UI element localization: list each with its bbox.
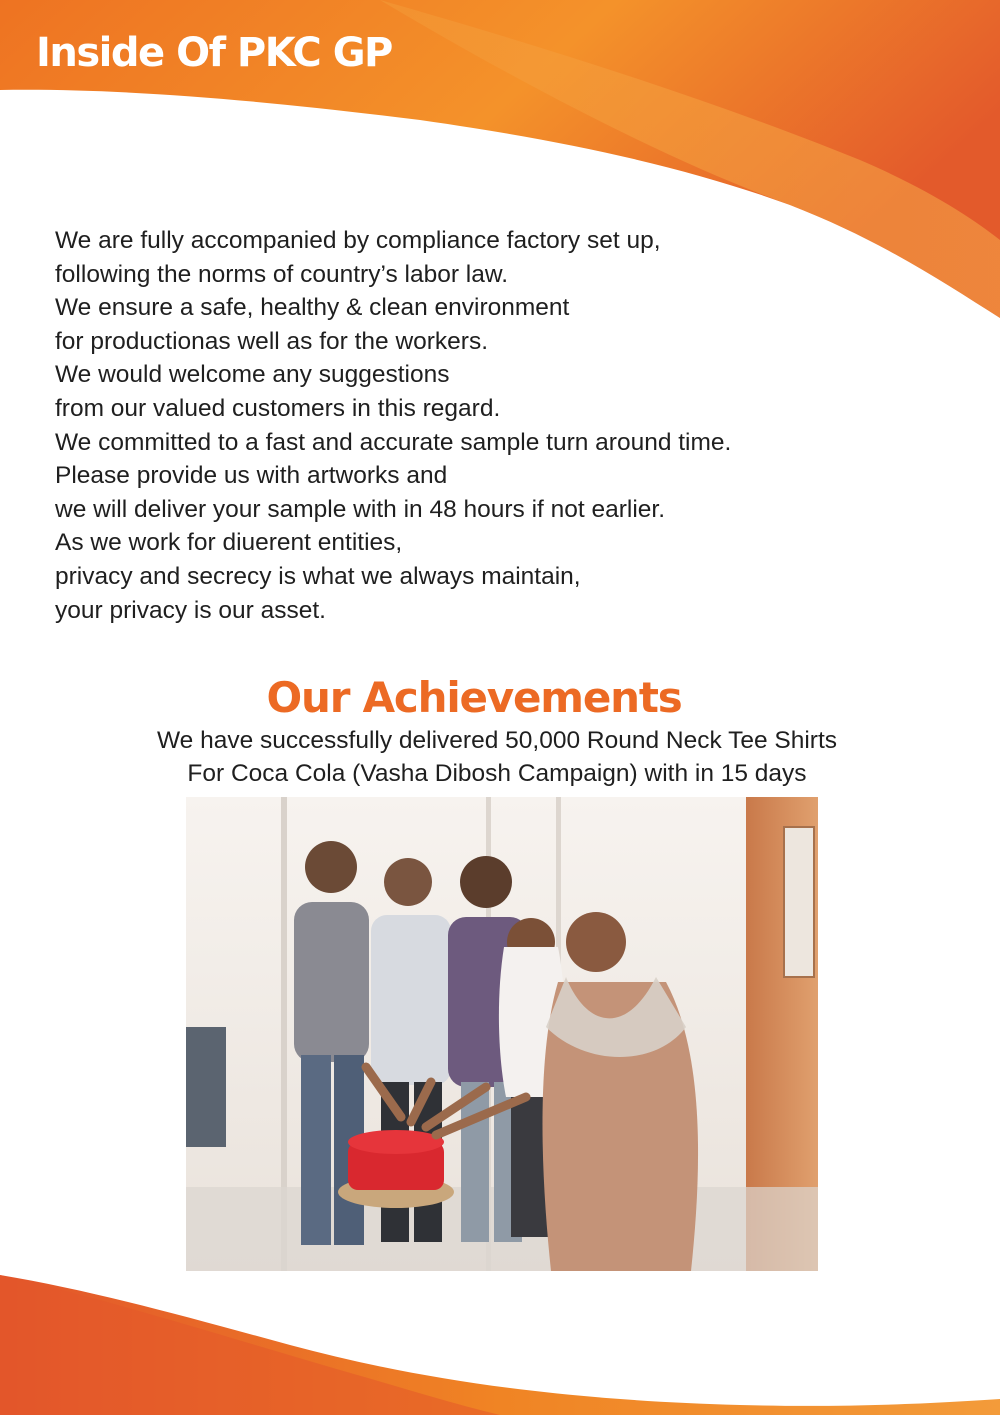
achievement-photo (186, 797, 818, 1271)
footer-wave (0, 1275, 1000, 1415)
intro-line: your privacy is our asset. (55, 596, 326, 624)
achievements-line: We have successfully delivered 50,000 Round Neck Tee Shirts (156, 727, 838, 754)
intro-line: privacy and secrecy is what we always maintain, (55, 562, 581, 590)
intro-paragraph (55, 224, 955, 627)
achievements-title: Our Achievements (266, 673, 682, 722)
achievements-description (0, 724, 994, 790)
intro-line: following the norms of country’s labor law. (55, 260, 509, 288)
intro-line: As we work for diuerent entities, (55, 529, 403, 557)
intro-line: We would welcome any suggestions (55, 361, 450, 389)
intro-line: We ensure a safe, healthy & clean environment (55, 294, 570, 322)
team-celebration-illustration (186, 797, 818, 1271)
intro-line: for productionas well as for the workers. (55, 327, 489, 355)
intro-line: We are fully accompanied by compliance factory set up, (55, 227, 661, 254)
intro-line: from our valued customers in this regard. (55, 394, 501, 422)
achievements-line: For Coca Cola (Vasha Dibosh Campaign) with in 15 days (187, 760, 807, 787)
intro-line: Please provide us with artworks and (55, 462, 448, 490)
intro-line: we will deliver your sample with in 48 hours if not earlier. (55, 495, 666, 523)
intro-line: We committed to a fast and accurate sample turn around time. (55, 428, 732, 456)
page-title: Inside Of PKC GP (36, 30, 392, 76)
